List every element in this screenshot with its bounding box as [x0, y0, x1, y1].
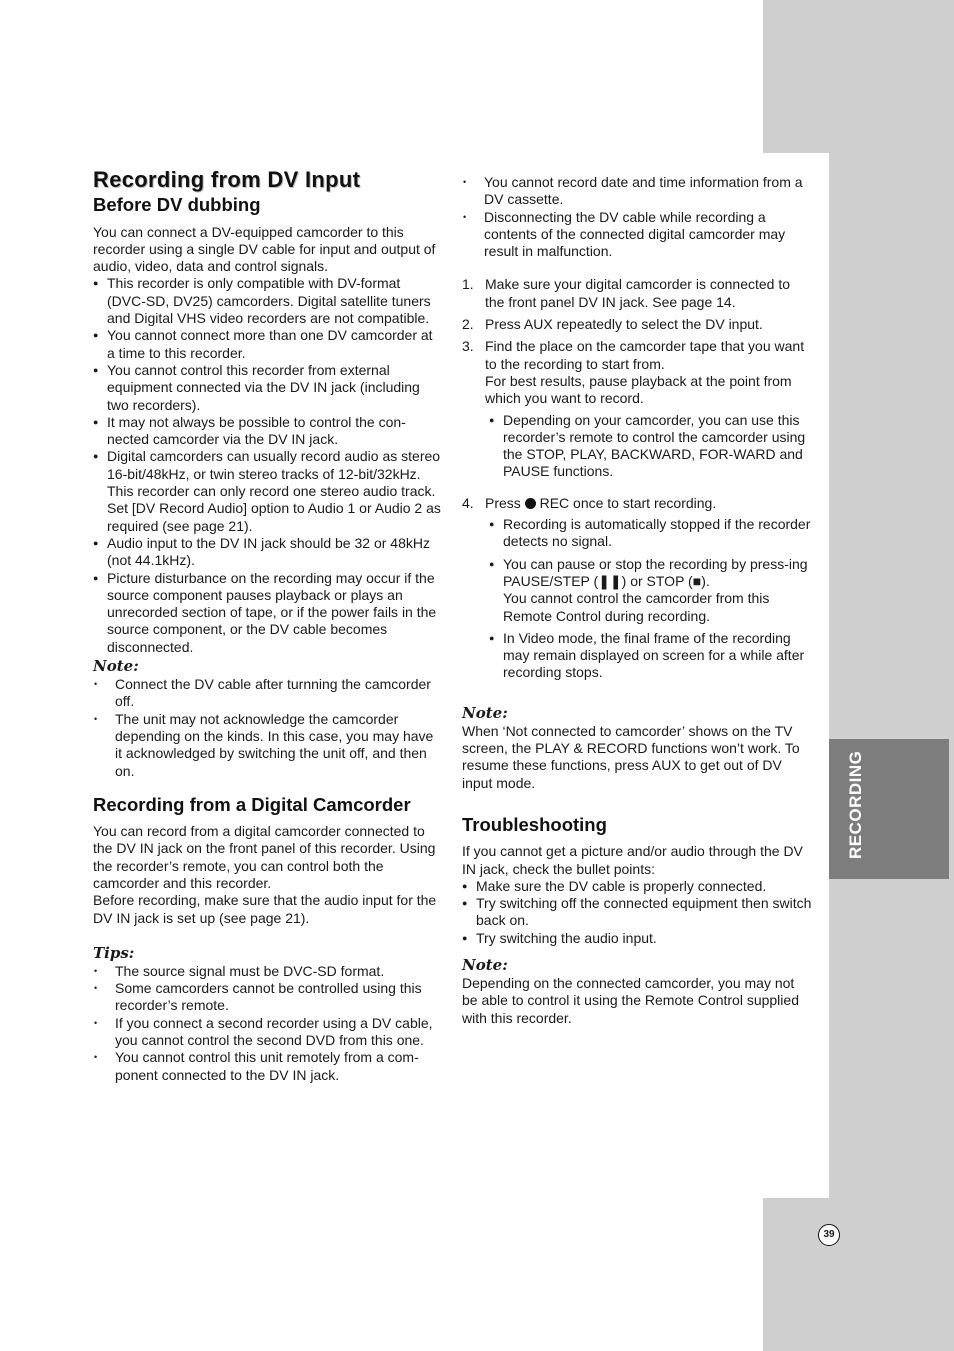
step-text: Press — [485, 494, 521, 511]
list-item: ● Depending on your camcorder, you can use this recorder’s remote to control the camcorder using the STOP, PLAY, BACKWARD, FOR-WARD and PAUSE functions. — [489, 412, 812, 481]
side-band-bottom — [763, 1198, 954, 1351]
note-heading: Note: — [93, 657, 139, 676]
section-tab-label: RECORDING — [846, 750, 865, 859]
tips-heading: Tips: — [93, 943, 135, 962]
tips-list-continued — [462, 174, 812, 260]
record-dot-icon — [525, 498, 536, 509]
list-item: • Disconnecting the DV cable while recording a contents of the connected digital camcorder may result in malfunction. — [462, 209, 812, 261]
list-item: ● This recorder is only compatible with DV-format (DVC-SD, DV25) camcorders. Digital satellite tuners and Digital VHS video recorders are not compatible. — [93, 275, 441, 327]
side-band — [829, 153, 954, 1198]
step-item — [462, 338, 812, 480]
list-item: • You cannot control this unit remotely from a com-ponent connected to the DV IN jack. — [93, 1049, 441, 1084]
before-dv-bullets — [93, 275, 441, 656]
digital-camcorder-heading: Recording from a Digital Camcorder — [93, 793, 411, 815]
step-item — [462, 316, 812, 333]
list-item: ● Picture disturbance on the recording may occur if the source component pauses playback or plays an unrecorded section of tape, or if the power fails in the source component, or the DV cable becomes disconnected. — [93, 570, 441, 656]
tips-list — [93, 963, 441, 1084]
bullet-text: You can pause or stop the recording by press-ing PAUSE/STEP ( — [503, 555, 808, 589]
list-item: ● Make sure the DV cable is properly connected. — [462, 878, 812, 895]
list-item: ● You cannot connect more than one DV camcorder at a time to this recorder. — [93, 327, 441, 362]
list-item: ● Digital camcorders can usually record audio as stereo 16-bit/48kHz, or twin stereo tracks of 12-bit/32kHz. This recorder can only record one stereo audio track. Set [DV Record Audio] option to Audio 1 or Audio 2 as required (see page 21). — [93, 448, 441, 534]
list-item: ● Try switching the audio input. — [462, 930, 812, 947]
troubleshooting-bullets — [462, 878, 812, 947]
section-tab — [829, 739, 949, 879]
step-text: Press AUX repeatedly to select the DV input. — [485, 316, 763, 333]
page-title: Recording from DV Input — [93, 167, 361, 192]
list-item: ● It may not always be possible to control the con-nected camcorder via the DV IN jack. — [93, 414, 441, 449]
step-4-bullets — [489, 516, 812, 682]
step-text: REC once to start recording. — [539, 494, 717, 511]
note-text: Depending on the connected camcorder, you may not be able to control it using the Remote Control supplied with this recorder. — [462, 974, 799, 1026]
note-heading: Note: — [462, 703, 508, 722]
digital-camcorder-para: You can record from a digital camcorder connected to the DV IN jack on the front panel of this recorder. Using the recorder’s remote, you can control both the camcorder and this recorder. — [93, 823, 436, 891]
list-item: • If you connect a second recorder using a DV cable, you cannot control the second DVD from this one. — [93, 1015, 441, 1050]
step-text-extra: For best results, pause playback at the point from which you want to record. — [485, 372, 792, 407]
before-dv-heading: Before DV dubbing — [93, 194, 261, 216]
page-number: 39 — [818, 1224, 840, 1246]
stop-icon: ■ — [692, 572, 702, 589]
note-heading: Note: — [462, 955, 508, 974]
bullet-text: ) or STOP ( — [621, 572, 693, 589]
list-item: ● Recording is automatically stopped if the recorder detects no signal. — [489, 516, 812, 551]
troubleshooting-intro: If you cannot get a picture and/or audio through the DV IN jack, check the bullet points: — [462, 843, 803, 877]
step-item — [462, 276, 812, 311]
before-dv-intro: You can connect a DV-equipped camcorder to this recorder using a single DV cable for input and output of audio, video, data and control signals. — [93, 223, 436, 275]
list-item: • You cannot record date and time information from a DV cassette. — [462, 174, 812, 209]
before-dv-notes — [93, 676, 441, 780]
step-number: 3. — [462, 338, 474, 355]
step-text: Find the place on the camcorder tape that you want to the recording to start from. — [485, 338, 805, 372]
list-item: • The source signal must be DVC-SD format. — [93, 963, 441, 980]
list-item — [489, 556, 812, 625]
recording-steps — [462, 276, 812, 681]
list-item: • Some camcorders cannot be controlled using this recorder’s remote. — [93, 980, 441, 1015]
pause-icon: ❚❚ — [598, 572, 622, 589]
step-number: 4. — [462, 494, 474, 511]
list-item: ● Try switching off the connected equipment then switch back on. — [462, 895, 812, 930]
list-item: ● You cannot control this recorder from external equipment connected via the DV IN jack (including two recorders). — [93, 362, 441, 414]
note-text: When ‘Not connected to camcorder’ shows on the TV screen, the PLAY & RECORD functions won’t work. To resume these functions, press AUX to get out of DV input mode. — [462, 722, 800, 791]
step-number: 2. — [462, 316, 474, 333]
side-band-top — [763, 0, 954, 153]
list-item: • Connect the DV cable after turnning the camcorder off. — [93, 676, 441, 711]
right-column — [462, 174, 812, 1027]
list-item: ● Audio input to the DV IN jack should be 32 or 48kHz (not 44.1kHz). — [93, 535, 441, 570]
troubleshooting-heading: Troubleshooting — [462, 813, 607, 835]
step-number: 1. — [462, 276, 474, 293]
step-text: Make sure your digital camcorder is connected to the front panel DV IN jack. See page 14. — [485, 276, 791, 310]
left-column — [93, 167, 441, 1084]
digital-camcorder-para: Before recording, make sure that the audio input for the DV IN jack is set up (see page 21). — [93, 892, 437, 926]
bullet-text: ). — [701, 572, 710, 589]
bullet-text-extra: You cannot control the camcorder from this Remote Control during recording. — [503, 590, 770, 624]
list-item: ● In Video mode, the final frame of the recording may remain displayed on screen for a while after recording stops. — [489, 630, 812, 682]
step-item — [462, 495, 812, 682]
step-3-bullets — [489, 412, 812, 481]
list-item: • The unit may not acknowledge the camcorder depending on the kinds. In this case, you may have it acknowledged by switching the unit off, and then on. — [93, 711, 441, 780]
